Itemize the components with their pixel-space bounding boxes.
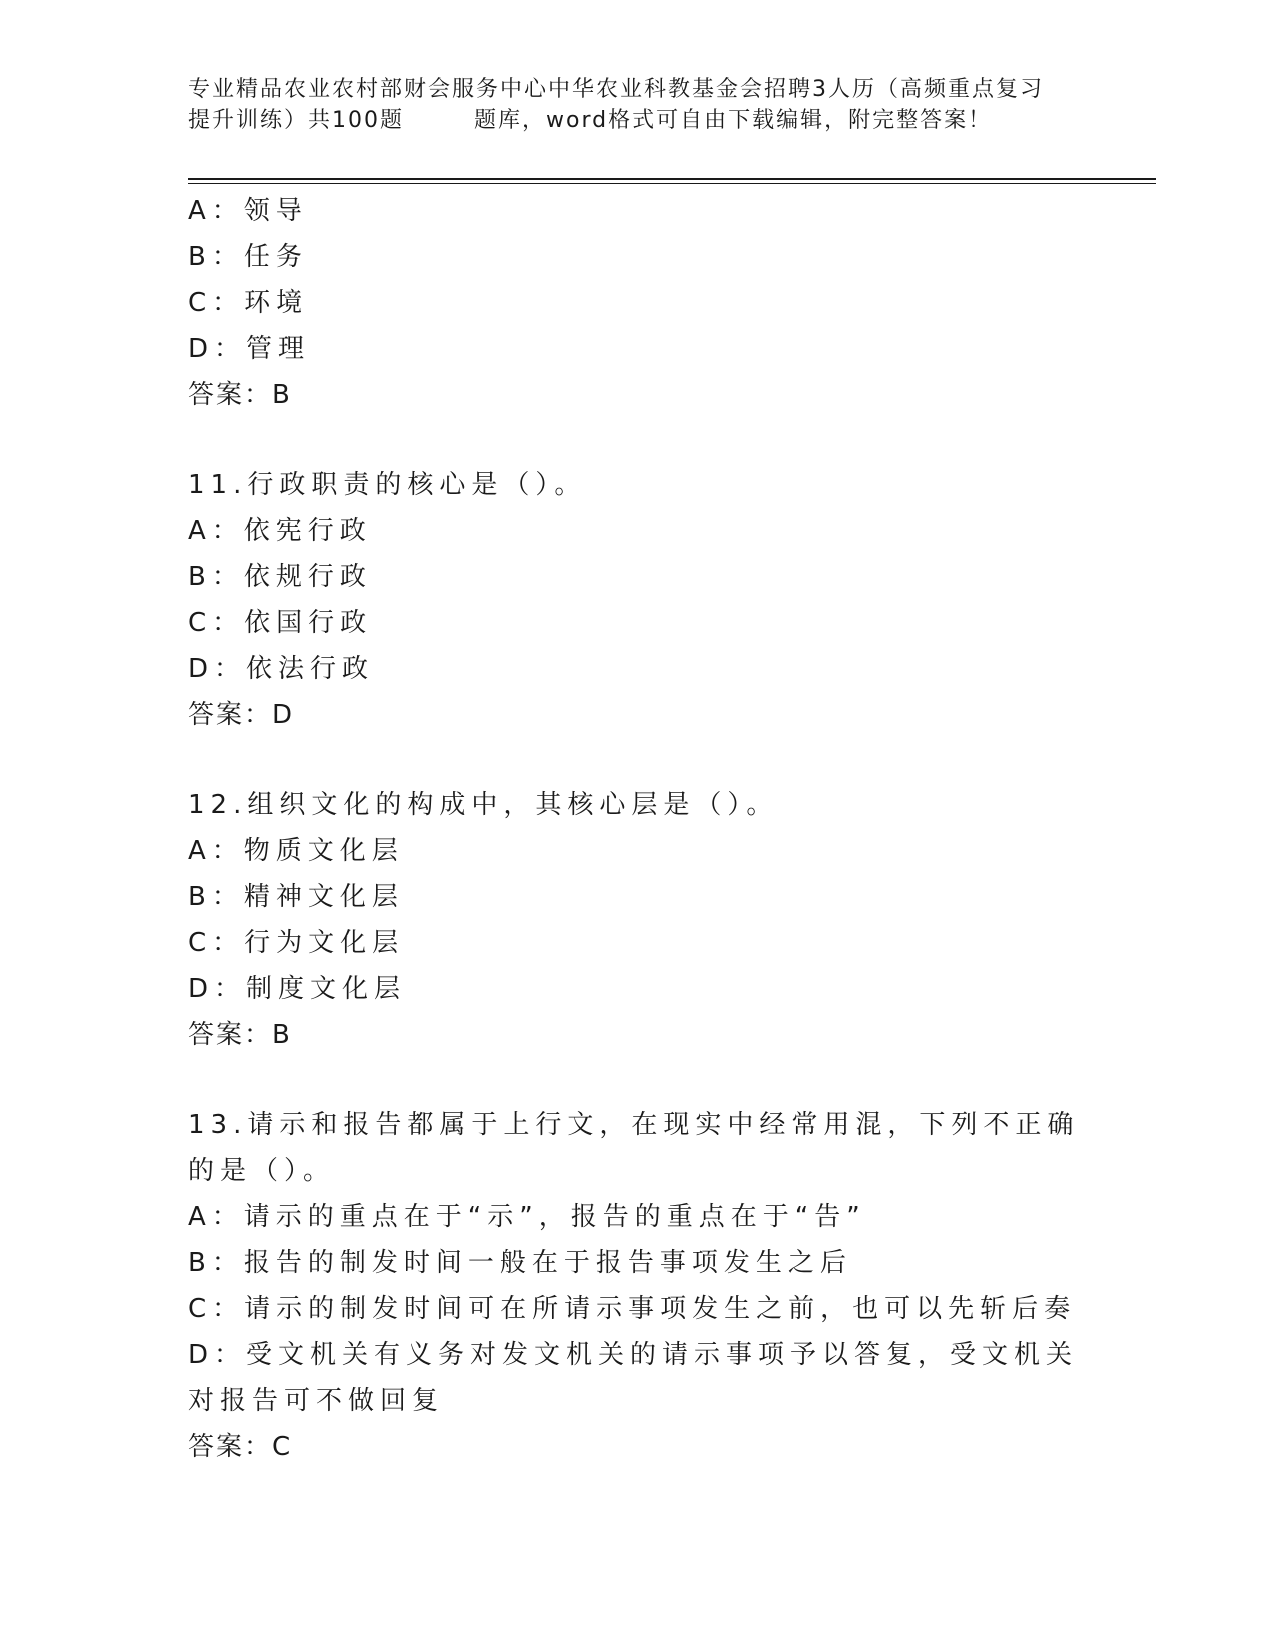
header-line-1: 专业精品农业农村部财会服务中心中华农业科教基金会招聘3人历（高频重点复习 [188, 77, 1044, 102]
option-a: A：物质文化层 [188, 836, 404, 866]
option-a: A：请示的重点在于“示”，报告的重点在于“告” [188, 1202, 866, 1232]
option-d: D：管理 [188, 334, 311, 364]
option-b: B：任务 [188, 242, 308, 272]
header-line-2-part-1: 提升训练）共100题 [188, 108, 404, 133]
question-text: 12.组织文化的构成中，其核心层是（）。 [188, 790, 779, 820]
question-text: 11.行政职责的核心是（）。 [188, 470, 587, 500]
option-d: D：受文机关有义务对发文机关的请示事项予以答复，受文机关对报告可不做回复 [188, 1340, 1079, 1416]
document-header [188, 74, 1088, 136]
header-line-2-part-2: 题库，word格式可自由下载编辑，附完整答案！ [474, 108, 993, 133]
option-b: B：报告的制发时间一般在于报告事项发生之后 [188, 1248, 852, 1278]
option-a: A：领导 [188, 196, 308, 226]
answer-line: 答案：D [188, 700, 295, 730]
question-block-12 [188, 782, 1088, 1058]
question-block-13 [188, 1102, 1088, 1470]
option-c: C：请示的制发时间可在所请示事项发生之前，也可以先斩后奏 [188, 1294, 1077, 1324]
option-d: D：依法行政 [188, 654, 375, 684]
answer-line: 答案：B [188, 380, 292, 410]
question-block-10 [188, 188, 1088, 418]
header-divider-thin [188, 183, 1156, 184]
header-divider-thick [188, 178, 1156, 180]
option-c: C：依国行政 [188, 608, 373, 638]
option-c: C：行为文化层 [188, 928, 405, 958]
option-d: D：制度文化层 [188, 974, 407, 1004]
header-line-2 [188, 105, 1088, 136]
question-text: 13.请示和报告都属于上行文，在现实中经常用混，下列不正确的是（）。 [188, 1110, 1080, 1186]
option-b: B：依规行政 [188, 562, 372, 592]
answer-line: 答案：C [188, 1432, 293, 1462]
answer-line: 答案：B [188, 1020, 292, 1050]
question-block-11 [188, 462, 1088, 738]
option-b: B：精神文化层 [188, 882, 404, 912]
option-a: A：依宪行政 [188, 516, 372, 546]
option-c: C：环境 [188, 288, 309, 318]
question-list [188, 188, 1088, 1470]
